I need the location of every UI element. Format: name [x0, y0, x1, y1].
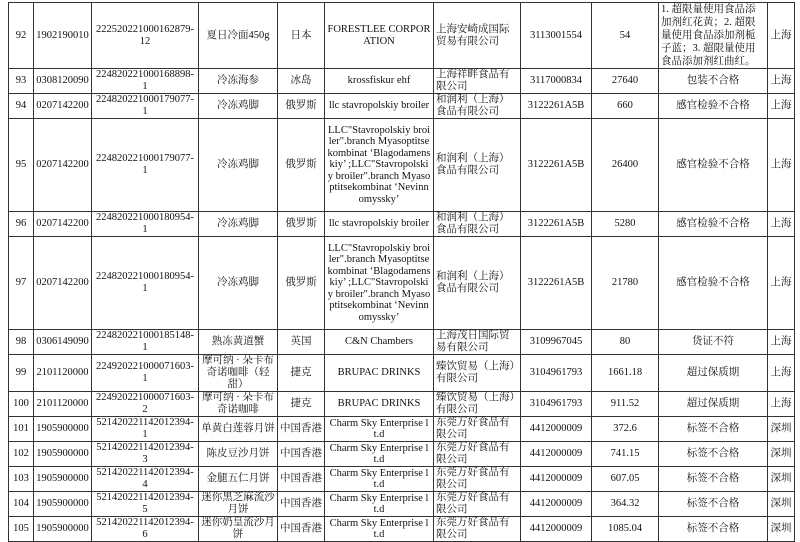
certificate-number-cell: 224820221000180954-1 [92, 237, 199, 330]
importer-cell: 上海茂日国际贸易有限公司 [434, 330, 521, 355]
certificate-number-cell: 521420221142012394-6 [92, 517, 199, 542]
row-number-cell: 104 [9, 492, 34, 517]
importer-code-cell: 3122261A5B [521, 212, 592, 237]
importer-code-cell: 3104961793 [521, 392, 592, 417]
hs-code-cell: 1905900000 [34, 467, 92, 492]
importer-code-cell: 3117000834 [521, 69, 592, 94]
importer-cell: 东莞万好食品有限公司 [434, 492, 521, 517]
table-row [9, 355, 795, 392]
certificate-number-cell: 521420221142012394-3 [92, 442, 199, 467]
product-name-cell: 摩可纳 · 朵卡布奇诺咖啡（轻甜） [199, 355, 278, 392]
product-name-cell: 夏日冷面450g [199, 3, 278, 69]
importer-cell: 和润利（上海）食品有限公司 [434, 94, 521, 119]
row-number-cell: 102 [9, 442, 34, 467]
manufacturer-cell: Charm Sky Enterprise lt.d [325, 467, 434, 492]
manufacturer-cell: Charm Sky Enterprise lt.d [325, 442, 434, 467]
hs-code-cell: 0306149090 [34, 330, 92, 355]
certificate-number-cell: 224920221000071603-1 [92, 355, 199, 392]
importer-code-cell: 3122261A5B [521, 119, 592, 212]
hs-code-cell: 0207142200 [34, 94, 92, 119]
certificate-number-cell: 224820221000168898-1 [92, 69, 199, 94]
port-cell: 深圳 [768, 467, 795, 492]
weight-cell: 26400 [592, 119, 659, 212]
table-row [9, 212, 795, 237]
rejection-reason-cell: 标签不合格 [659, 517, 768, 542]
importer-code-cell: 3104961793 [521, 355, 592, 392]
row-number-cell: 92 [9, 3, 34, 69]
product-name-cell: 陈皮豆沙月饼 [199, 442, 278, 467]
origin-country-cell: 中国香港 [278, 442, 325, 467]
origin-country-cell: 俄罗斯 [278, 237, 325, 330]
origin-country-cell: 冰岛 [278, 69, 325, 94]
port-cell: 上海 [768, 119, 795, 212]
importer-code-cell: 4412000009 [521, 467, 592, 492]
product-name-cell: 熟冻黄道蟹 [199, 330, 278, 355]
certificate-number-cell: 224820221000179077-1 [92, 119, 199, 212]
origin-country-cell: 捷克 [278, 392, 325, 417]
origin-country-cell: 俄罗斯 [278, 94, 325, 119]
rejection-reason-cell: 标签不合格 [659, 492, 768, 517]
product-name-cell: 金腿五仁月饼 [199, 467, 278, 492]
rejection-reason-cell: 感官检验不合格 [659, 237, 768, 330]
hs-code-cell: 1905900000 [34, 442, 92, 467]
port-cell: 上海 [768, 3, 795, 69]
hs-code-cell: 2101120000 [34, 392, 92, 417]
table-row [9, 442, 795, 467]
rejection-reason-cell: 感官检验不合格 [659, 212, 768, 237]
port-cell: 上海 [768, 355, 795, 392]
weight-cell: 741.15 [592, 442, 659, 467]
hs-code-cell: 0207142200 [34, 119, 92, 212]
product-name-cell: 冷冻鸡脚 [199, 212, 278, 237]
origin-country-cell: 中国香港 [278, 417, 325, 442]
table-row [9, 119, 795, 212]
origin-country-cell: 捷克 [278, 355, 325, 392]
rejection-reason-cell: 1. 超限量使用食品添加剂红花黄；2. 超限量使用食品添加剂栀子蓝；3. 超限量使用食品添加剂红曲红。 [659, 3, 768, 69]
hs-code-cell: 0207142200 [34, 237, 92, 330]
weight-cell: 660 [592, 94, 659, 119]
importer-code-cell: 4412000009 [521, 417, 592, 442]
rejection-reason-cell: 感官检验不合格 [659, 119, 768, 212]
port-cell: 上海 [768, 94, 795, 119]
manufacturer-cell: Charm Sky Enterprise lt.d [325, 417, 434, 442]
hs-code-cell: 0207142200 [34, 212, 92, 237]
rejection-reason-cell: 包装不合格 [659, 69, 768, 94]
rejection-reason-cell: 货证不符 [659, 330, 768, 355]
certificate-number-cell: 224820221000185148-1 [92, 330, 199, 355]
certificate-number-cell: 224920221000071603-2 [92, 392, 199, 417]
rejected-imports-table [8, 2, 795, 542]
manufacturer-cell: FORESTLEE CORPORATION [325, 3, 434, 69]
port-cell: 深圳 [768, 417, 795, 442]
rejection-reason-cell: 超过保质期 [659, 392, 768, 417]
table-row [9, 330, 795, 355]
importer-cell: 臻饮贸易（上海）有限公司 [434, 392, 521, 417]
certificate-number-cell: 521420221142012394-4 [92, 467, 199, 492]
table-row [9, 392, 795, 417]
product-name-cell: 冷冻海参 [199, 69, 278, 94]
product-name-cell: 冷冻鸡脚 [199, 119, 278, 212]
manufacturer-cell: BRUPAC DRINKS [325, 392, 434, 417]
origin-country-cell: 俄罗斯 [278, 212, 325, 237]
importer-code-cell: 4412000009 [521, 442, 592, 467]
origin-country-cell: 日本 [278, 3, 325, 69]
importer-cell: 和润利（上海）食品有限公司 [434, 237, 521, 330]
hs-code-cell: 1902190010 [34, 3, 92, 69]
hs-code-cell: 1905900000 [34, 492, 92, 517]
certificate-number-cell: 521420221142012394-1 [92, 417, 199, 442]
manufacturer-cell: C&N Chambers [325, 330, 434, 355]
port-cell: 上海 [768, 392, 795, 417]
hs-code-cell: 1905900000 [34, 517, 92, 542]
port-cell: 深圳 [768, 442, 795, 467]
certificate-number-cell: 224820221000180954-1 [92, 212, 199, 237]
row-number-cell: 97 [9, 237, 34, 330]
rejection-reason-cell: 标签不合格 [659, 467, 768, 492]
importer-code-cell: 3109967045 [521, 330, 592, 355]
row-number-cell: 93 [9, 69, 34, 94]
product-name-cell: 迷你黑芝麻流沙月饼 [199, 492, 278, 517]
port-cell: 上海 [768, 237, 795, 330]
product-name-cell: 冷冻鸡脚 [199, 237, 278, 330]
hs-code-cell: 2101120000 [34, 355, 92, 392]
weight-cell: 54 [592, 3, 659, 69]
product-name-cell: 冷冻鸡脚 [199, 94, 278, 119]
importer-cell: 和润利（上海）食品有限公司 [434, 119, 521, 212]
importer-cell: 东莞万好食品有限公司 [434, 442, 521, 467]
table-row [9, 492, 795, 517]
weight-cell: 27640 [592, 69, 659, 94]
weight-cell: 1085.04 [592, 517, 659, 542]
importer-cell: 东莞万好食品有限公司 [434, 417, 521, 442]
rejection-reason-cell: 超过保质期 [659, 355, 768, 392]
row-number-cell: 103 [9, 467, 34, 492]
importer-cell: 臻饮贸易（上海）有限公司 [434, 355, 521, 392]
manufacturer-cell: llc stavropolskiy broiler [325, 94, 434, 119]
table-row [9, 417, 795, 442]
weight-cell: 21780 [592, 237, 659, 330]
port-cell: 上海 [768, 330, 795, 355]
certificate-number-cell: 224820221000179077-1 [92, 94, 199, 119]
port-cell: 上海 [768, 69, 795, 94]
hs-code-cell: 1905900000 [34, 417, 92, 442]
manufacturer-cell: krossfiskur ehf [325, 69, 434, 94]
row-number-cell: 100 [9, 392, 34, 417]
weight-cell: 1661.18 [592, 355, 659, 392]
importer-code-cell: 4412000009 [521, 517, 592, 542]
product-name-cell: 单黄白莲蓉月饼 [199, 417, 278, 442]
origin-country-cell: 俄罗斯 [278, 119, 325, 212]
importer-cell: 东莞万好食品有限公司 [434, 517, 521, 542]
importer-cell: 和润利（上海）食品有限公司 [434, 212, 521, 237]
origin-country-cell: 英国 [278, 330, 325, 355]
origin-country-cell: 中国香港 [278, 492, 325, 517]
certificate-number-cell: 222520221000162879-12 [92, 3, 199, 69]
importer-cell: 上海祥畔食品有限公司 [434, 69, 521, 94]
port-cell: 深圳 [768, 517, 795, 542]
row-number-cell: 94 [9, 94, 34, 119]
weight-cell: 80 [592, 330, 659, 355]
row-number-cell: 96 [9, 212, 34, 237]
importer-cell: 东莞万好食品有限公司 [434, 467, 521, 492]
table-row [9, 94, 795, 119]
table-row [9, 3, 795, 69]
importer-code-cell: 3113001554 [521, 3, 592, 69]
importer-code-cell: 3122261A5B [521, 94, 592, 119]
table-row [9, 467, 795, 492]
row-number-cell: 105 [9, 517, 34, 542]
port-cell: 上海 [768, 212, 795, 237]
origin-country-cell: 中国香港 [278, 467, 325, 492]
row-number-cell: 98 [9, 330, 34, 355]
manufacturer-cell: LLC"Stavropolskiy broiler".branch Myasoptitsekombinat ‘Blagodamenskiy’ ;LLC"Stavropolskiy broiler".branch Myasoptitsekombinat ‘Nevinnomyssky’ [325, 237, 434, 330]
hs-code-cell: 0308120090 [34, 69, 92, 94]
manufacturer-cell: llc stavropolskiy broiler [325, 212, 434, 237]
importer-code-cell: 3122261A5B [521, 237, 592, 330]
table-row [9, 517, 795, 542]
manufacturer-cell: LLC"Stavropolskiy broiler".branch Myasoptitsekombinat ‘Blagodamenskiy’ ;LLC"Stavropolskiy broiler".branch Myasoptitsekombinat ‘Nevinnomyssky’ [325, 119, 434, 212]
importer-cell: 上海安崎成国际贸易有限公司 [434, 3, 521, 69]
manufacturer-cell: Charm Sky Enterprise lt.d [325, 517, 434, 542]
certificate-number-cell: 521420221142012394-5 [92, 492, 199, 517]
row-number-cell: 101 [9, 417, 34, 442]
rejection-reason-cell: 标签不合格 [659, 417, 768, 442]
rejection-reason-cell: 感官检验不合格 [659, 94, 768, 119]
table-row [9, 237, 795, 330]
row-number-cell: 95 [9, 119, 34, 212]
manufacturer-cell: Charm Sky Enterprise lt.d [325, 492, 434, 517]
weight-cell: 364.32 [592, 492, 659, 517]
weight-cell: 911.52 [592, 392, 659, 417]
product-name-cell: 摩可纳 · 朵卡布奇诺咖啡 [199, 392, 278, 417]
origin-country-cell: 中国香港 [278, 517, 325, 542]
rejection-reason-cell: 标签不合格 [659, 442, 768, 467]
row-number-cell: 99 [9, 355, 34, 392]
table-row [9, 69, 795, 94]
product-name-cell: 迷你奶皇流沙月饼 [199, 517, 278, 542]
manufacturer-cell: BRUPAC DRINKS [325, 355, 434, 392]
importer-code-cell: 4412000009 [521, 492, 592, 517]
weight-cell: 372.6 [592, 417, 659, 442]
port-cell: 深圳 [768, 492, 795, 517]
weight-cell: 607.05 [592, 467, 659, 492]
weight-cell: 5280 [592, 212, 659, 237]
